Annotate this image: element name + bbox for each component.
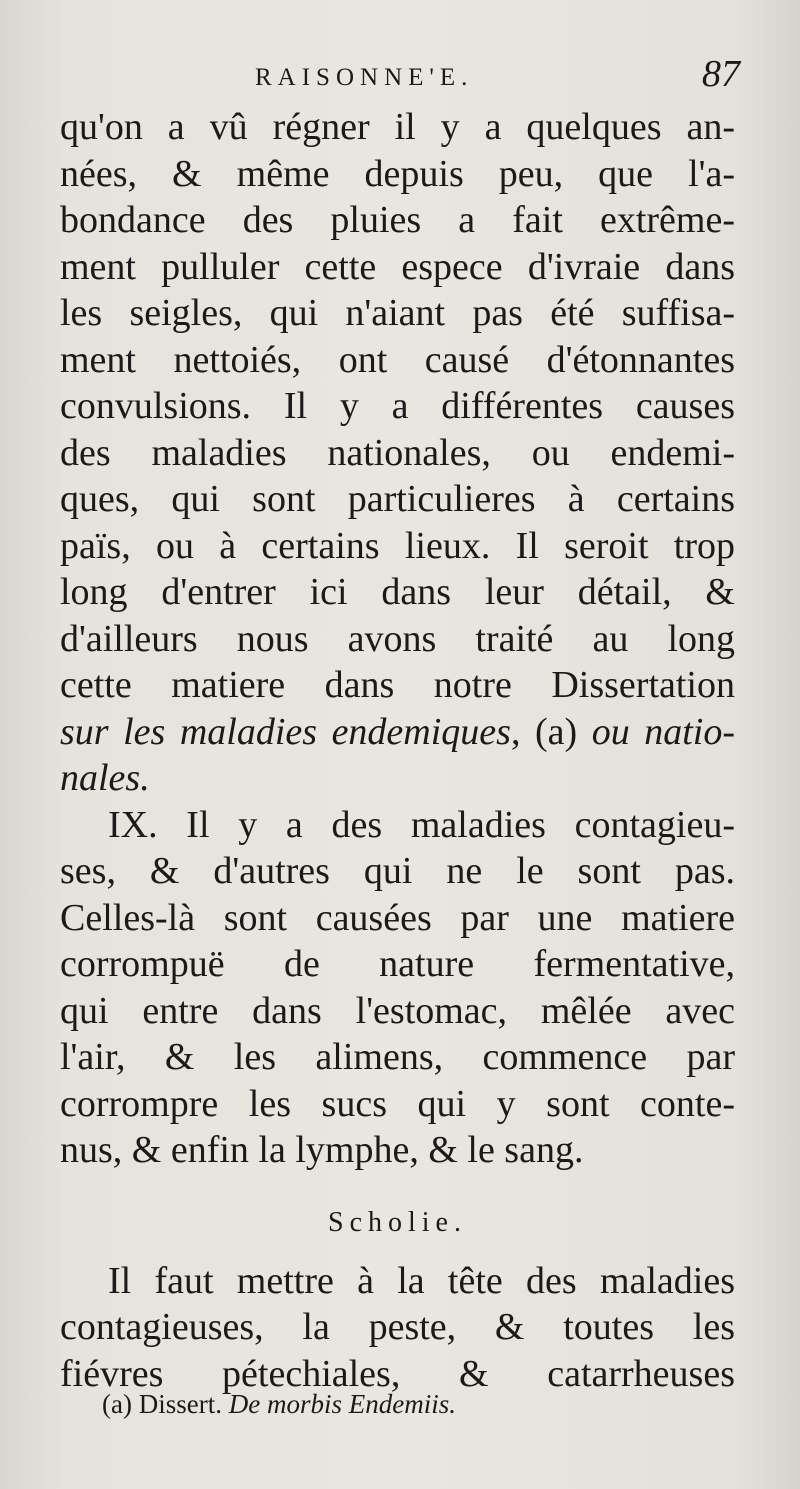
italic-title-part: ou natio- xyxy=(591,710,735,753)
footnote-mark: (a) Dissert. xyxy=(102,1389,229,1419)
text-line: nus, & enfin la lymphe, & le sang. xyxy=(60,1129,584,1171)
italic-title-part: sur les maladies endemiques xyxy=(60,710,511,753)
text-line: cette matiere dans notre Dissertation xyxy=(60,664,735,706)
footnote-reference: , (a) xyxy=(510,710,592,753)
text-line: l'air, & les alimens, commence par xyxy=(60,1036,735,1078)
text-line: Il faut mettre à la tête des maladies xyxy=(108,1259,735,1302)
footnote-italic: De morbis Endemiis. xyxy=(228,1389,456,1419)
text-line: bondance des pluies a fait extrême- xyxy=(60,199,735,241)
page-header xyxy=(60,52,740,102)
text-line: ses, & d'autres qui ne le sont pas. xyxy=(60,850,735,892)
text-line: long d'entrer ici dans leur détail, & xyxy=(60,571,735,613)
text-line-mixed xyxy=(60,709,735,756)
text-line: qui entre dans l'estomac, mêlée avec xyxy=(60,989,735,1032)
text-line: les seigles, qui n'aiant pas été suffisa- xyxy=(60,292,735,334)
text-line: qu'on a vû régner il y a quelques an- xyxy=(60,106,735,148)
body-text xyxy=(60,104,735,1397)
text-line: d'ailleurs nous avons traité au long xyxy=(60,617,735,660)
page-number: 87 xyxy=(702,53,740,95)
text-line: convulsions. Il y a différentes causes xyxy=(60,385,735,427)
text-line: IX. Il y a des maladies contagieu- xyxy=(108,803,735,846)
text-line: nées, & même depuis peu, que l'a- xyxy=(60,152,735,195)
text-line: fiévres pétechiales, & catarrheuses xyxy=(60,1352,735,1395)
text-line: contagieuses, la peste, & toutes les xyxy=(60,1306,735,1348)
text-line: des maladies nationales, ou endemi- xyxy=(60,431,735,474)
running-head: RAISONNE'E. xyxy=(255,64,474,91)
text-line: ment pulluler cette espece d'ivraie dans xyxy=(60,245,735,288)
text-line: nales. xyxy=(60,757,150,799)
text-line: corrompuë de nature fermentative, xyxy=(60,943,735,985)
section-title: Scholie. xyxy=(328,1206,467,1238)
text-line: païs, ou à certains lieux. Il seroit trop xyxy=(60,524,735,567)
text-line: Celles-là sont causées par une matiere xyxy=(60,896,735,939)
text-line: corrompre les sucs qui y sont conte- xyxy=(60,1082,735,1125)
text-line: ques, qui sont particulieres à certains xyxy=(60,478,735,520)
text-line: ment nettoiés, ont causé d'étonnantes xyxy=(60,338,735,381)
footnote xyxy=(102,1384,456,1424)
